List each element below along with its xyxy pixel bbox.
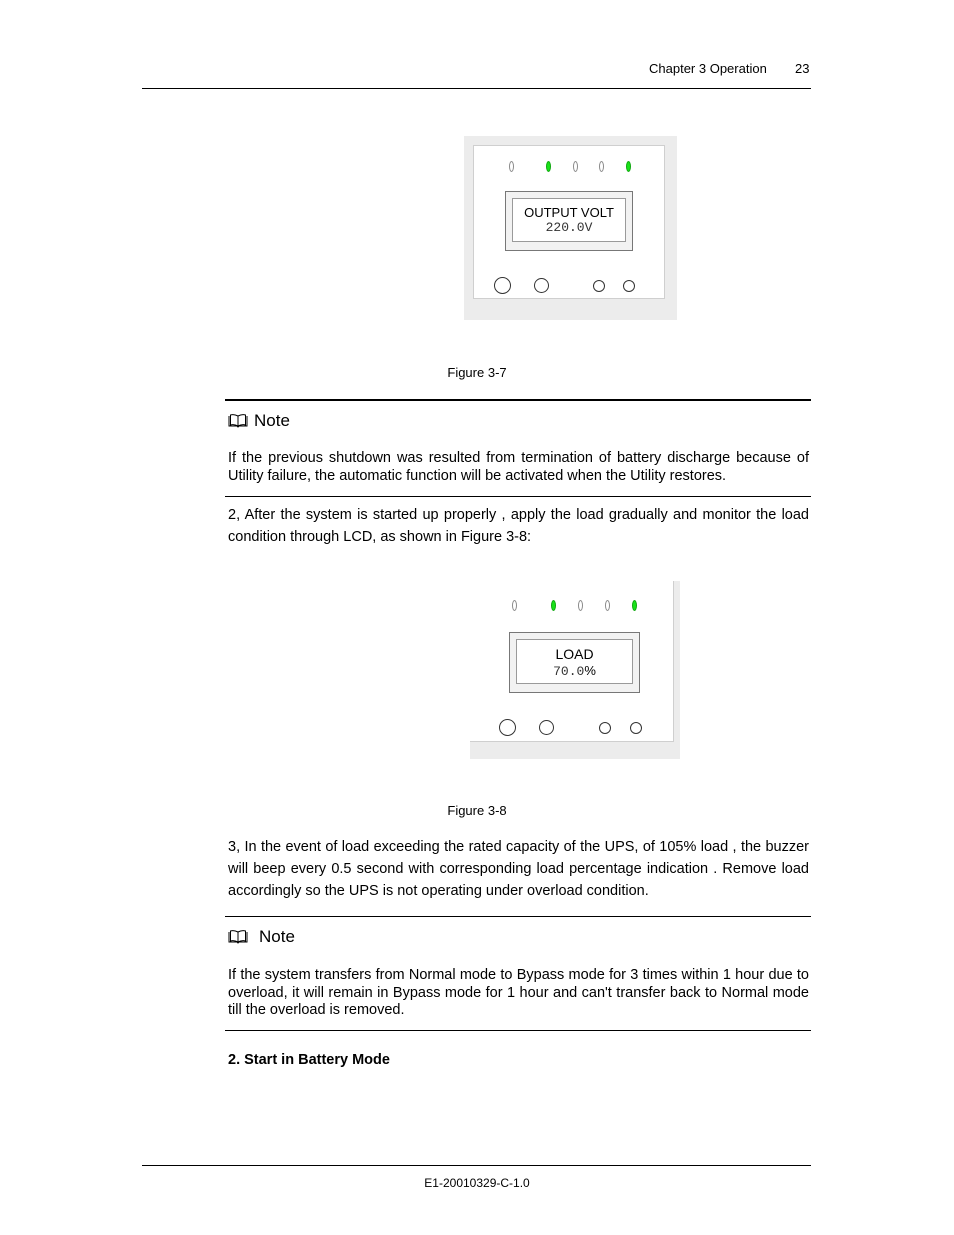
note-bottom-rule (225, 1030, 811, 1031)
lcd-title: LOAD (555, 646, 594, 662)
panel-face (470, 581, 674, 742)
led-indicator-1 (509, 161, 514, 172)
panel-button-3 (593, 280, 605, 292)
note-bottom-rule (225, 496, 811, 497)
figure-caption: Figure 3-8 (447, 803, 507, 818)
lcd-title: OUTPUT VOLT (524, 205, 614, 220)
lcd-value: 70.0 (553, 664, 585, 679)
footer-rule (142, 1165, 811, 1166)
led-indicator-5 (626, 161, 631, 172)
figure-caption: Figure 3-7 (447, 365, 507, 380)
panel-button-3 (599, 722, 611, 734)
section-heading: 2. Start in Battery Mode (228, 1052, 390, 1068)
ups-panel-figure-3-7 (464, 136, 677, 320)
note-text: If the previous shutdown was resulted from termination of battery discharge because of Utility failure, the automatic function will be activated when the Utility restores. (228, 450, 809, 484)
led-indicator-2 (551, 600, 556, 611)
panel-base-line (477, 741, 673, 742)
page-number: 23 (795, 61, 810, 76)
panel-button-2 (539, 720, 554, 735)
panel-button-4 (623, 280, 635, 292)
note-label: Note (259, 927, 295, 946)
led-indicator-3 (578, 600, 583, 611)
note-heading (228, 411, 290, 431)
lcd-display (505, 191, 633, 251)
led-indicator-5 (632, 600, 637, 611)
panel-button-1 (494, 277, 511, 294)
step-2-paragraph: 2, After the system is started up properly , apply the load gradually and monitor the load condition through LCD, as shown in Figure 3-8: (228, 507, 809, 545)
lcd-screen (512, 198, 626, 242)
running-header-chapter: Chapter 3 Operation (649, 61, 767, 76)
header-rule (142, 88, 811, 89)
book-icon (228, 414, 248, 428)
led-indicator-2 (546, 161, 551, 172)
ups-panel-figure-3-8 (470, 581, 680, 759)
note-top-rule (225, 916, 811, 917)
step-3-paragraph: 3, In the event of load exceeding the rated capacity of the UPS, of 105% load , the buzzer will beep every 0.5 second with corresponding load percentage indication . Remove load accordingly so the UPS is not operating under overload condition. (228, 839, 809, 899)
footer-doc-code: E1-20010329-C-1.0 (424, 1176, 530, 1190)
book-icon (228, 930, 248, 944)
led-indicator-4 (599, 161, 604, 172)
note-top-rule (225, 399, 811, 401)
led-indicator-3 (573, 161, 578, 172)
panel-face (473, 145, 665, 299)
panel-button-1 (499, 719, 516, 736)
note-label: Note (254, 411, 290, 430)
note-heading (228, 927, 295, 947)
note-text: If the system transfers from Normal mode to Bypass mode for 3 times within 1 hour due to overload, it will remain in Bypass mode for 1 hour and can't transfer back to Normal mode till the overload is removed. (228, 967, 809, 1018)
panel-button-4 (630, 722, 642, 734)
lcd-unit: % (584, 663, 596, 678)
lcd-screen (516, 639, 633, 684)
lcd-reading (517, 662, 632, 680)
led-indicator-4 (605, 600, 610, 611)
led-indicator-1 (512, 600, 517, 611)
lcd-display (509, 632, 640, 693)
panel-button-2 (534, 278, 549, 293)
lcd-value: 220.0V (545, 220, 593, 235)
